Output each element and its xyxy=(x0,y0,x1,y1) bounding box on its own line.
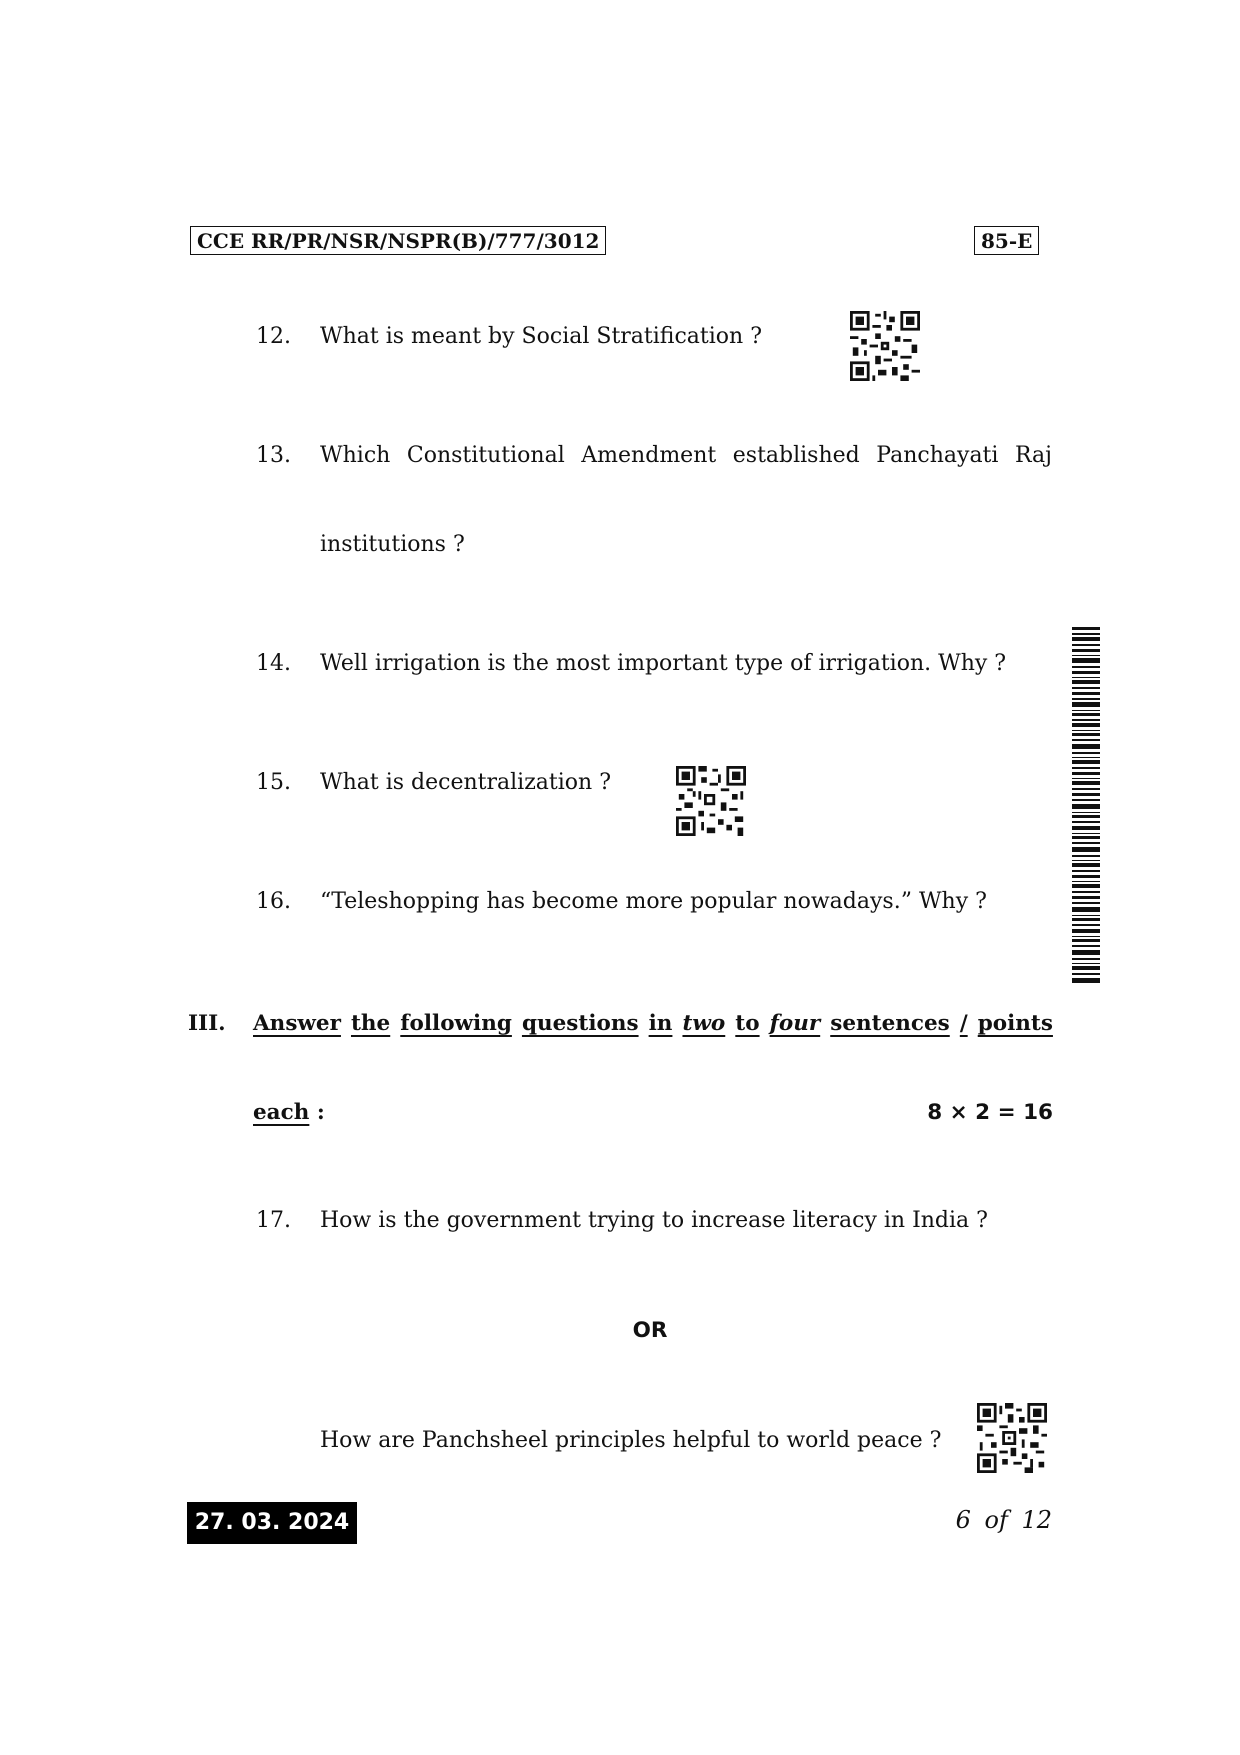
question-number: 15. xyxy=(256,770,291,795)
instruction-word: Answer xyxy=(253,1011,341,1036)
section-label: III. xyxy=(188,1011,226,1036)
instruction-word-emphasis: four xyxy=(769,1011,821,1036)
question-number: 17. xyxy=(256,1208,291,1233)
or-separator: OR xyxy=(632,1318,668,1343)
instruction-word: sentences xyxy=(830,1011,950,1036)
question-text: What is meant by Social Stratification ? xyxy=(320,324,762,349)
question-text: “Teleshopping has become more popular nowadays.” Why ? xyxy=(320,889,987,914)
exam-date: 27. 03. 2024 xyxy=(194,1510,350,1535)
instruction-word: questions xyxy=(521,1011,639,1036)
instruction-word: following xyxy=(400,1011,512,1036)
instruction-word: the xyxy=(350,1011,391,1036)
question-text: How is the government trying to increase literacy in India ? xyxy=(320,1208,988,1233)
question-text-alternative: How are Panchsheel principles helpful to world peace ? xyxy=(320,1428,942,1453)
page-number: 6 of 12 xyxy=(955,1506,1052,1534)
instruction-word: / xyxy=(959,1011,968,1036)
qr-code-icon xyxy=(676,766,746,836)
question-number: 13. xyxy=(256,443,291,468)
section-instruction-continued xyxy=(253,1100,325,1125)
question-text-continued: institutions ? xyxy=(320,532,465,557)
paper-code: 85-E xyxy=(981,229,1033,253)
marks-allocation: 8 × 2 = 16 xyxy=(927,1100,1053,1125)
instruction-word: points xyxy=(977,1011,1053,1036)
question-number: 12. xyxy=(256,324,291,349)
question-text: Which Constitutional Amendment established Panchayati Raj xyxy=(320,443,1052,468)
instruction-colon: : xyxy=(316,1100,325,1125)
exam-code: CCE RR/PR/NSR/NSPR(B)/777/3012 xyxy=(197,229,600,253)
barcode-icon xyxy=(1072,627,1100,983)
instruction-word: in xyxy=(648,1011,673,1036)
section-instruction xyxy=(253,1011,1053,1036)
instruction-word: to xyxy=(735,1011,760,1036)
question-text: What is decentralization ? xyxy=(320,770,611,795)
question-text: Well irrigation is the most important type of irrigation. Why ? xyxy=(320,651,1007,676)
instruction-word: each xyxy=(253,1100,310,1125)
paper-code-box xyxy=(974,226,1039,255)
instruction-word-emphasis: two xyxy=(682,1011,726,1036)
question-number: 14. xyxy=(256,651,291,676)
question-number: 16. xyxy=(256,889,291,914)
qr-code-icon xyxy=(850,311,920,381)
exam-date-badge xyxy=(187,1502,357,1544)
qr-code-icon xyxy=(977,1403,1047,1473)
exam-code-box xyxy=(190,226,606,255)
